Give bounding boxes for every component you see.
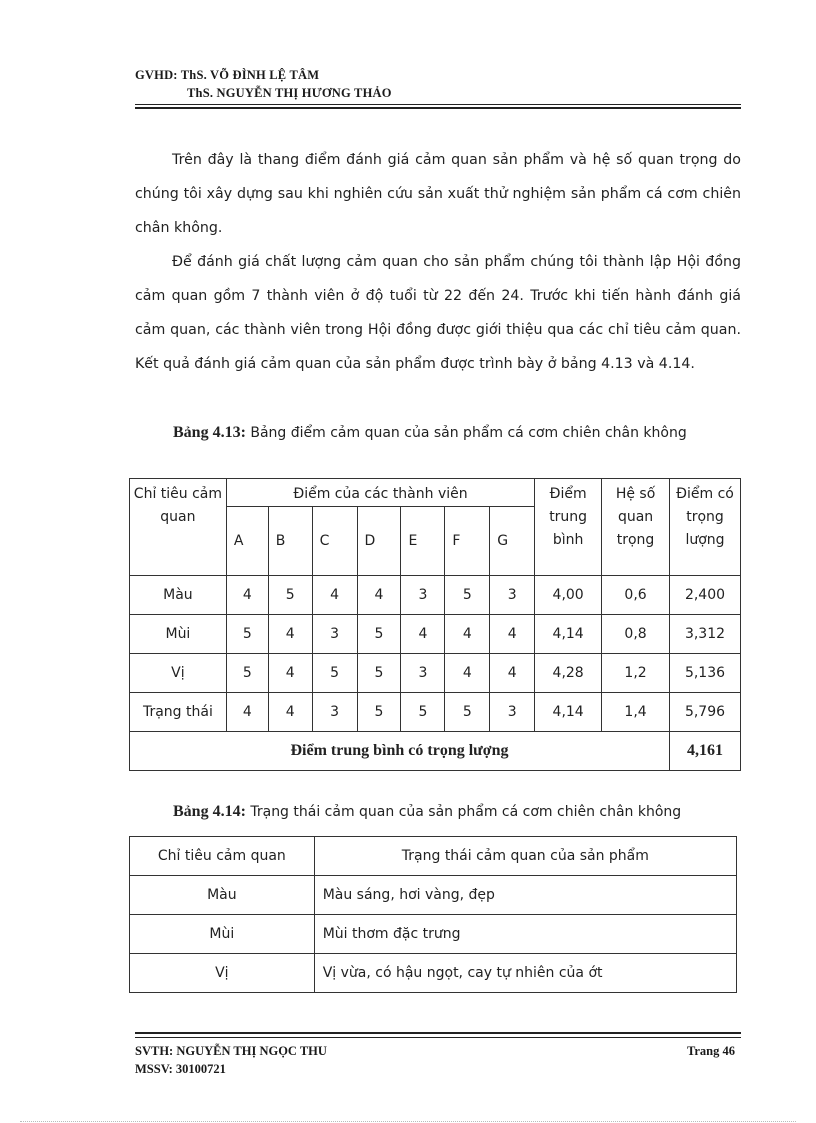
- row-state: Màu sáng, hơi vàng, đẹp: [314, 876, 736, 915]
- header-advisor-1: GVHD: ThS. VÕ ĐÌNH LỆ TÂM: [135, 68, 320, 82]
- member-header: D: [357, 507, 401, 576]
- table-row: [130, 876, 737, 915]
- header-state: Trạng thái cảm quan của sản phẩm: [314, 837, 736, 876]
- page-number: Trang 46: [686, 1044, 735, 1058]
- member-header: G: [490, 507, 535, 576]
- member-header: E: [401, 507, 445, 576]
- average-cell: 4,00: [535, 576, 602, 615]
- row-criteria: Mùi: [130, 615, 227, 654]
- weighted-cell: 3,312: [670, 615, 741, 654]
- score-cell: 5: [357, 615, 401, 654]
- weighted-cell: 5,136: [670, 654, 741, 693]
- average-cell: 4,28: [535, 654, 602, 693]
- table-header-row: [130, 837, 737, 876]
- table-row: [130, 693, 741, 732]
- score-cell: 5: [226, 615, 268, 654]
- table-row: [130, 654, 741, 693]
- table-row: [130, 615, 741, 654]
- score-cell: 3: [312, 615, 357, 654]
- row-criteria: Vị: [130, 954, 315, 993]
- footer-rule-thick: [135, 1032, 741, 1034]
- row-criteria: Vị: [130, 654, 227, 693]
- header-coefficient: Hệ số quan trọng: [602, 479, 670, 576]
- row-criteria: Màu: [130, 876, 315, 915]
- footer-student: SVTH: NGUYỄN THỊ NGỌC THU: [135, 1044, 327, 1058]
- score-cell: 4: [268, 654, 312, 693]
- row-criteria: Trạng thái: [130, 693, 227, 732]
- score-cell: 4: [445, 654, 490, 693]
- footer-mssv: MSSV: 30100721: [135, 1062, 226, 1076]
- row-state: Mùi thơm đặc trưng: [314, 915, 736, 954]
- header-criteria: Chỉ tiêu cảm quan: [130, 479, 227, 576]
- caption-text: Bảng điểm cảm quan của sản phẩm cá cơm chiên chân không: [250, 425, 687, 441]
- score-cell: 3: [490, 693, 535, 732]
- total-label: Điểm trung bình có trọng lượng: [130, 732, 670, 771]
- coefficient-cell: 0,8: [602, 615, 670, 654]
- member-header: A: [226, 507, 268, 576]
- header-advisor-2: ThS. NGUYỄN THỊ HƯƠNG THẢO: [187, 86, 392, 100]
- score-cell: 4: [490, 615, 535, 654]
- score-cell: 4: [268, 615, 312, 654]
- score-cell: 5: [445, 693, 490, 732]
- page-header: [135, 68, 741, 104]
- score-cell: 5: [268, 576, 312, 615]
- table-row: [130, 576, 741, 615]
- score-cell: 4: [401, 615, 445, 654]
- header-average: Điểm trung bình: [535, 479, 602, 576]
- score-cell: 3: [490, 576, 535, 615]
- score-cell: 4: [226, 576, 268, 615]
- caption-label: Bảng 4.14:: [173, 803, 246, 820]
- coefficient-cell: 1,4: [602, 693, 670, 732]
- score-cell: 5: [226, 654, 268, 693]
- score-cell: 3: [401, 654, 445, 693]
- table-row: [130, 915, 737, 954]
- total-row: [130, 732, 741, 771]
- caption-text: Trạng thái cảm quan của sản phẩm cá cơm chiên chân không: [250, 804, 682, 820]
- footer-rule: [135, 1037, 741, 1038]
- score-cell: 4: [268, 693, 312, 732]
- header-weighted: Điểm có trọng lượng: [670, 479, 741, 576]
- score-cell: 4: [445, 615, 490, 654]
- score-cell: 5: [445, 576, 490, 615]
- header-members: Điểm của các thành viên: [226, 479, 534, 507]
- average-cell: 4,14: [535, 693, 602, 732]
- score-cell: 3: [401, 576, 445, 615]
- score-cell: 3: [312, 693, 357, 732]
- score-cell: 4: [226, 693, 268, 732]
- coefficient-cell: 0,6: [602, 576, 670, 615]
- coefficient-cell: 1,2: [602, 654, 670, 693]
- total-value: 4,161: [670, 732, 741, 771]
- page-footer: [135, 1042, 735, 1078]
- header-rule-thick: [135, 107, 741, 109]
- caption-label: Bảng 4.13:: [173, 424, 246, 441]
- table-4-14-caption: [173, 803, 681, 821]
- sensory-state-table: [129, 836, 737, 993]
- weighted-cell: 5,796: [670, 693, 741, 732]
- score-cell: 5: [357, 654, 401, 693]
- page-edge: [20, 1121, 796, 1122]
- header-criteria: Chỉ tiêu cảm quan: [130, 837, 315, 876]
- header-rule: [135, 104, 741, 105]
- sensory-score-table: [129, 478, 741, 771]
- paragraph-1: Trên đây là thang điểm đánh giá cảm quan sản phẩm và hệ số quan trọng do chúng tôi xây dựng sau khi nghiên cứu sản xuất thử nghiệm sản phẩm cá cơm chiên chân không.: [135, 152, 741, 236]
- average-cell: 4,14: [535, 615, 602, 654]
- score-cell: 5: [312, 654, 357, 693]
- row-criteria: Mùi: [130, 915, 315, 954]
- paragraph-2: Để đánh giá chất lượng cảm quan cho sản phẩm chúng tôi thành lập Hội đồng cảm quan gồm 7 thành viên ở độ tuổi từ 22 đến 24. Trước khi tiến hành đánh giá cảm quan, các thành viên trong Hội đồng được giới thiệu qua các chỉ tiêu cảm quan. Kết quả đánh giá cảm quan của sản phẩm được trình bày ở bảng 4.13 và 4.14.: [135, 254, 741, 372]
- score-cell: 5: [357, 693, 401, 732]
- row-state: Vị vừa, có hậu ngọt, cay tự nhiên của ớt: [314, 954, 736, 993]
- score-cell: 4: [490, 654, 535, 693]
- member-header: B: [268, 507, 312, 576]
- member-header: C: [312, 507, 357, 576]
- row-criteria: Màu: [130, 576, 227, 615]
- table-4-13-caption: [173, 424, 687, 442]
- score-cell: 4: [357, 576, 401, 615]
- weighted-cell: 2,400: [670, 576, 741, 615]
- score-cell: 4: [312, 576, 357, 615]
- table-row: [130, 954, 737, 993]
- member-header: F: [445, 507, 490, 576]
- score-cell: 5: [401, 693, 445, 732]
